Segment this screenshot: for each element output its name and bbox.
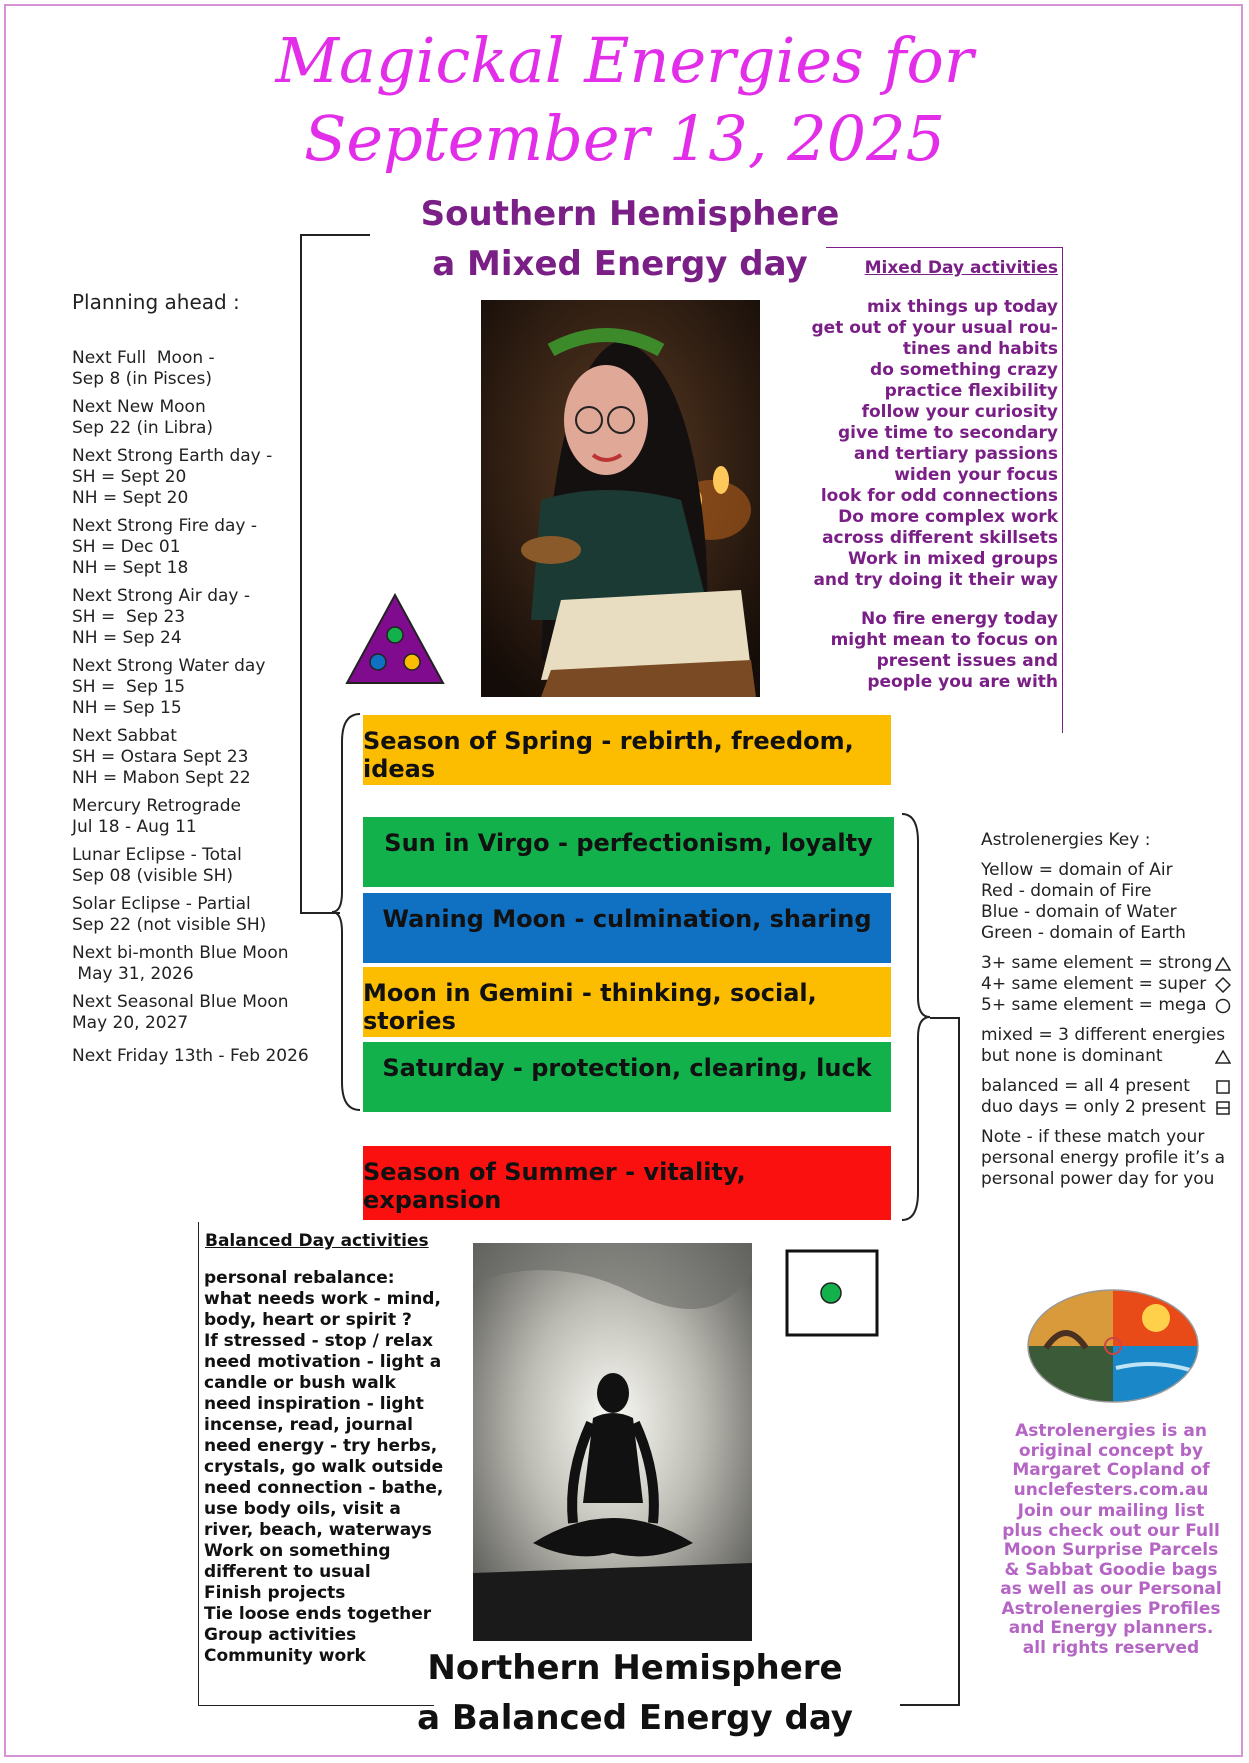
astrolenergies-logo [1026,1288,1200,1408]
mixed-activity-line: No fire energy today [861,609,1058,629]
planning-item-line: Next Strong Fire day - [72,516,257,536]
key-mega-row [981,995,1231,1016]
key-note-1: Note - if these match your [981,1127,1205,1147]
mixed-activity-line: might mean to focus on [830,630,1058,650]
planning-item-line: Sep 8 (in Pisces) [72,369,212,389]
balanced-activity-line: candle or bush walk [204,1373,396,1393]
mixed-activity-line: practice flexibility [884,381,1058,401]
planning-item-line: Next bi-month Blue Moon [72,943,289,963]
mixed-activity-line [790,591,1058,609]
planning-item [72,796,309,838]
mixed-activity-line: do something crazy [870,360,1058,380]
planning-item-line: NH = Sept 20 [72,488,189,508]
planning-item-line: May 20, 2027 [72,1013,189,1033]
balanced-activity-line: personal rebalance: [204,1268,395,1288]
planning-item-line: Sep 22 (not visible SH) [72,915,267,935]
planning-item [72,516,309,579]
key-mixed-1: mixed = 3 different energies [981,1025,1226,1045]
planning-item [72,1046,309,1067]
key-note-2: personal energy profile it’s a [981,1148,1226,1168]
mixed-box-top [826,247,1063,248]
meditation-photo [473,1243,752,1641]
planning-item [72,397,309,439]
season-spring-bar: Season of Spring - rebirth, freedom, ideas [363,715,891,785]
right-brace [898,812,932,1222]
mixed-triangle-icon [343,592,447,691]
planning-item [72,894,309,936]
balanced-activity-line: Community work [204,1646,366,1666]
planning-item [72,656,309,719]
mixed-activity-line: present issues and [876,651,1058,671]
balanced-activity-line: different to usual [204,1562,371,1582]
key-super-row [981,974,1231,995]
key-super: 4+ same element = super [981,974,1207,994]
season-summer-bar: Season of Summer - vitality, expansion [363,1146,891,1220]
mixed-activity-line: widen your focus [894,465,1058,485]
promo-line: Astrolenergies is an [1015,1421,1207,1441]
moon-phase-bar: Waning Moon - culmination, sharing [363,893,891,963]
planning-item [72,845,309,887]
planning-item-line: NH = Sept 18 [72,558,189,578]
mixed-box-side [1062,247,1063,733]
promo-line: Margaret Copland of [1012,1460,1210,1480]
planning-list [72,348,309,1074]
promo-line: as well as our Personal [1000,1579,1222,1599]
key-balanced-row [981,1076,1231,1097]
planning-item-line: Lunar Eclipse - Total [72,845,242,865]
planning-item-line: NH = Sep 24 [72,628,182,648]
southern-energy-type: a Mixed Energy day [432,244,808,284]
balanced-activity-line: need inspiration - light [204,1394,424,1414]
promo-line: unclefesters.com.au [1013,1479,1209,1500]
balanced-activity-line: what needs work - mind, [204,1289,441,1309]
planning-item-line: NH = Sep 15 [72,698,182,718]
sun-sign-bar: Sun in Virgo - perfectionism, loyalty [363,817,894,887]
planning-item [72,943,309,985]
balanced-day-list [204,1268,443,1667]
bracket-line [300,234,302,914]
planning-item [72,586,309,649]
promo-line: and Energy planners. [1008,1618,1214,1638]
balanced-activity-line: body, heart or spirit ? [204,1310,412,1330]
square-icon [1215,1079,1231,1095]
mixed-activity-line: Do more complex work [838,507,1058,527]
bracket-line [300,234,370,236]
key-color-2: Red - domain of Fire [981,881,1152,901]
planning-item-line: Next Strong Earth day - [72,446,273,466]
promo-text [1000,1422,1222,1658]
planning-item-line: Next New Moon [72,397,206,417]
planning-item-line: SH = Sep 23 [72,607,186,627]
planning-item-line: May 31, 2026 [72,964,194,984]
planning-item-line: Next Strong Air day - [72,586,251,606]
planning-item-line: Next Full Moon - [72,348,215,368]
mixed-activity-line: and tertiary passions [853,444,1058,464]
mixed-activity-line: across different skillsets [822,528,1058,548]
planning-item-line: Next Friday 13th - Feb 2026 [72,1046,309,1066]
triangle-icon [1215,1050,1231,1064]
bracket-line [930,1017,960,1019]
planning-item-line: Next Seasonal Blue Moon [72,992,289,1012]
balanced-day-heading: Balanced Day activities [205,1231,429,1251]
planning-item-line: SH = Sept 20 [72,467,187,487]
planning-item-line: NH = Mabon Sept 22 [72,768,251,788]
witch-photo [481,300,760,697]
balanced-activity-line: Finish projects [204,1583,346,1603]
bracket-line [958,1017,960,1705]
balanced-activity-line: river, beach, waterways [204,1520,432,1540]
astrolenergies-key [981,830,1231,1190]
key-duo-row [981,1097,1231,1118]
key-color-1: Yellow = domain of Air [981,860,1173,880]
planning-item-line: SH = Ostara Sept 23 [72,747,249,767]
planning-item-line: SH = Dec 01 [72,537,181,557]
planning-item [72,992,309,1034]
mixed-day-heading: Mixed Day activities [864,258,1058,278]
mixed-activity-line: give time to secondary [838,423,1058,443]
mixed-activity-line: look for odd connections [820,486,1058,506]
key-note-3: personal power day for you [981,1169,1215,1189]
day-of-week-bar: Saturday - protection, clearing, luck [363,1042,891,1112]
balanced-activity-line: Tie loose ends together [204,1604,432,1624]
southern-hemisphere-heading: Southern Hemisphere [420,194,840,234]
mixed-activity-line: get out of your usual rou- [811,318,1058,338]
key-color-3: Blue - domain of Water [981,902,1177,922]
planning-item-line: Next Strong Water day [72,656,266,676]
promo-line: Join our mailing list [1017,1501,1205,1521]
key-mixed-2: but none is dominant [981,1046,1163,1066]
balanced-square-icon [785,1249,879,1341]
circle-icon [1215,998,1231,1014]
balanced-activity-line: need motivation - light a [204,1352,442,1372]
northern-energy-type: a Balanced Energy day [417,1698,853,1738]
key-balanced: balanced = all 4 present [981,1076,1190,1096]
promo-line: Moon Surprise Parcels [1003,1540,1219,1560]
planning-item-line: Jul 18 - Aug 11 [72,817,197,837]
promo-line: plus check out our Full [1002,1520,1220,1541]
page-title-line1: Magickal Energies for [275,24,974,97]
planning-item-line: SH = Sep 15 [72,677,186,697]
planning-item-line: Next Sabbat [72,726,177,746]
key-heading: Astrolenergies Key : [981,830,1151,850]
mixed-activity-line: follow your curiosity [861,402,1058,422]
balanced-activity-line: need connection - bathe, [204,1478,444,1498]
key-mixed-row [981,1046,1231,1067]
balanced-activity-line: use body oils, visit a [204,1499,401,1519]
planning-item-line: Sep 08 (visible SH) [72,866,234,886]
mixed-activity-line: tines and habits [902,339,1058,359]
promo-line: original concept by [1018,1440,1204,1461]
planning-item [72,446,309,509]
split-square-icon [1215,1100,1231,1116]
promo-line: & Sabbat Goodie bags [1004,1559,1218,1580]
planning-item [72,726,309,789]
planning-item-line: Solar Eclipse - Partial [72,894,251,914]
planning-heading: Planning ahead : [72,290,240,314]
promo-line: Astrolenergies Profiles [1001,1598,1221,1619]
planning-item [72,348,309,390]
northern-hemisphere-heading: Northern Hemisphere [427,1648,843,1688]
moon-sign-bar: Moon in Gemini - thinking, social, stories [363,967,891,1037]
mixed-activity-line: and try doing it their way [813,570,1058,590]
balanced-box-side [198,1222,199,1706]
key-mega: 5+ same element = mega [981,995,1207,1015]
balanced-activity-line: Work on something [204,1541,391,1561]
mixed-day-list [790,297,1058,693]
planning-item-line: Mercury Retrograde [72,796,241,816]
balanced-activity-line: crystals, go walk outside [204,1457,444,1477]
triangle-icon [1215,957,1231,971]
balanced-activity-line: Group activities [204,1625,357,1645]
balanced-activity-line: incense, read, journal [204,1415,413,1435]
balanced-activity-line: need energy - try herbs, [204,1436,438,1456]
key-color-4: Green - domain of Earth [981,923,1186,943]
balanced-activity-line: If stressed - stop / relax [204,1331,433,1351]
bracket-line [900,1704,960,1706]
promo-line: all rights reserved [1022,1637,1200,1658]
planning-item-line: Sep 22 (in Libra) [72,418,214,438]
left-brace [330,712,364,1112]
mixed-activity-line: mix things up today [867,297,1058,317]
mixed-activity-line: Work in mixed groups [847,549,1058,569]
key-strong: 3+ same element = strong [981,953,1213,973]
diamond-icon [1215,977,1231,993]
page-title-line2: September 13, 2025 [303,102,946,175]
key-strong-row [981,953,1231,974]
key-duo: duo days = only 2 present [981,1097,1206,1117]
mixed-activity-line: people you are with [867,672,1058,692]
